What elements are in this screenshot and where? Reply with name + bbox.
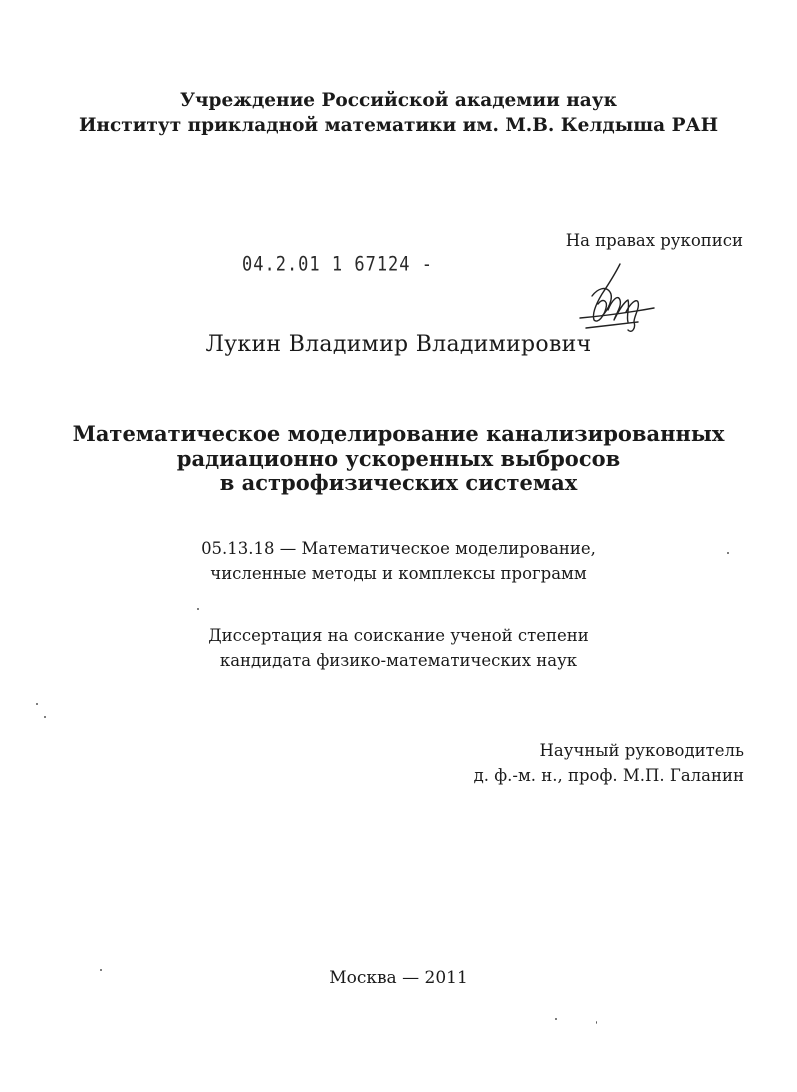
supervisor: [474, 738, 744, 788]
degree-line-1: Диссертация на соискание ученой степени: [208, 626, 589, 645]
specialty: [0, 536, 797, 586]
degree-statement: [0, 623, 797, 673]
city-year: Москва — 2011: [329, 968, 468, 988]
institution-line-1: Учреждение Российской академии наук: [180, 90, 617, 111]
signature-icon: [572, 258, 662, 338]
specialty-line-1: 05.13.18 — Математическое моделирование,: [201, 539, 596, 558]
degree-line-2: кандидата физико-математических наук: [219, 651, 578, 670]
scan-speck: [197, 608, 199, 610]
institution-line-2: Институт прикладной математики им. М.В. Келдыша РАН: [78, 115, 719, 136]
scan-speck: [36, 703, 38, 705]
specialty-line-2: численные методы и комплексы программ: [210, 564, 587, 583]
supervisor-label: Научный руководитель: [539, 741, 744, 760]
scan-speck: [727, 552, 729, 554]
stamp-number: 04.2.01 1 67124 -: [242, 253, 433, 276]
supervisor-name: д. ф.-м. н., проф. М.П. Галанин: [473, 766, 744, 785]
institution-header: [0, 88, 797, 138]
scan-speck: [100, 969, 102, 971]
scan-speck: [596, 1021, 597, 1024]
thesis-title-line-3: в астрофизических системах: [219, 470, 578, 495]
scan-speck: [555, 1018, 557, 1020]
thesis-title: [0, 422, 797, 496]
manuscript-note: На правах рукописи: [565, 231, 743, 250]
scan-speck: [44, 716, 46, 718]
author-name: Лукин Владимир Владимирович: [205, 332, 592, 357]
thesis-title-line-2: радиационно ускоренных выбросов: [176, 445, 621, 471]
thesis-title-line-1: Математическое моделирование канализированных: [72, 421, 725, 446]
